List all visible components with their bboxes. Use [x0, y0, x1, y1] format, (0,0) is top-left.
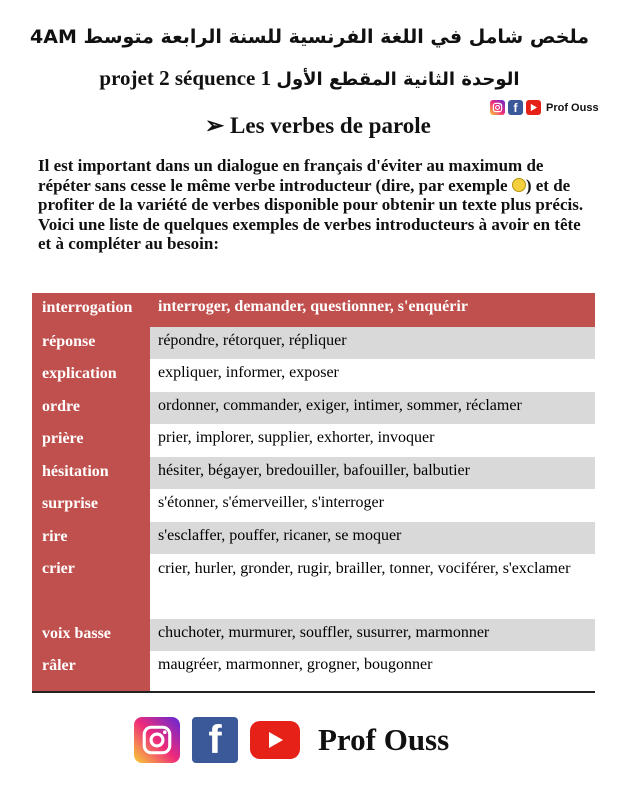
section-heading	[205, 113, 431, 139]
category-cell: crier	[32, 554, 150, 619]
category-cell: voix basse	[32, 619, 150, 651]
table-row	[32, 457, 595, 489]
table-row	[32, 293, 595, 327]
title-arabic: ملخص شامل في اللغة الفرنسية للسنة الرابعة متوسط 4AM	[30, 26, 589, 48]
category-cell: râler	[32, 651, 150, 692]
brand-large-label: Prof Ouss	[318, 722, 450, 757]
instagram-icon	[134, 717, 180, 763]
table-row	[32, 359, 595, 392]
project-label: projet 2 séquence 1	[99, 66, 272, 90]
intro-paragraph	[38, 156, 598, 254]
verbs-cell: prier, implorer, supplier, exhorter, invoquer	[150, 424, 595, 457]
category-cell: prière	[32, 424, 150, 457]
facebook-icon: f	[508, 100, 523, 115]
section-title: Les verbes de parole	[230, 113, 431, 138]
unit-title	[0, 66, 619, 91]
verbs-cell: hésiter, bégayer, bredouiller, bafouiller, balbutier	[150, 457, 595, 489]
verbs-cell: crier, hurler, gronder, rugir, brailler, tonner, vociférer, s'exclamer	[150, 554, 595, 619]
verbs-cell: interroger, demander, questionner, s'enquérir	[150, 293, 595, 327]
intro-text-1: Il est important dans un dialogue en français d'éviter au maximum de répéter sans cesse le même verbe introducteur (dire, par exemple	[38, 156, 544, 195]
table-row	[32, 619, 595, 651]
facebook-icon: f	[192, 717, 238, 763]
brand-small	[490, 100, 599, 115]
instagram-icon	[490, 100, 505, 115]
category-cell: interrogation	[32, 293, 150, 327]
verbs-cell: s'étonner, s'émerveiller, s'interroger	[150, 489, 595, 522]
unit-arabic: الوحدة الثانية المقطع الأول	[276, 69, 520, 90]
category-cell: explication	[32, 359, 150, 392]
brand-small-label: Prof Ouss	[546, 101, 599, 114]
category-cell: surprise	[32, 489, 150, 522]
verbs-cell: maugréer, marmonner, grogner, bougonner	[150, 651, 595, 692]
bullet-arrow: ➢	[205, 113, 225, 138]
table-row	[32, 424, 595, 457]
youtube-icon	[250, 721, 300, 759]
table-row	[32, 489, 595, 522]
verbs-table	[32, 293, 595, 693]
table-row	[32, 522, 595, 554]
table-row	[32, 651, 595, 692]
table-row	[32, 392, 595, 424]
category-cell: réponse	[32, 327, 150, 359]
category-cell: rire	[32, 522, 150, 554]
intro-text-2: ) et de profiter de la variété de verbes disponible pour obtenir un texte plus précis.	[38, 175, 584, 215]
intro-text-3: Voici une liste de quelques exemples de verbes introducteurs à avoir en tête et à compléter au besoin:	[38, 214, 581, 254]
youtube-icon	[526, 100, 541, 115]
verbs-cell: ordonner, commander, exiger, intimer, sommer, réclamer	[150, 392, 595, 424]
category-cell: hésitation	[32, 457, 150, 489]
category-cell: ordre	[32, 392, 150, 424]
verbs-cell: chuchoter, murmurer, souffler, susurrer, marmonner	[150, 619, 595, 651]
verbs-cell: expliquer, informer, exposer	[150, 359, 595, 392]
table-row	[32, 554, 595, 619]
table-row	[32, 327, 595, 359]
smiley-icon	[512, 178, 526, 192]
brand-large	[134, 717, 449, 763]
verbs-cell: s'esclaffer, pouffer, ricaner, se moquer	[150, 522, 595, 554]
verbs-cell: répondre, rétorquer, répliquer	[150, 327, 595, 359]
